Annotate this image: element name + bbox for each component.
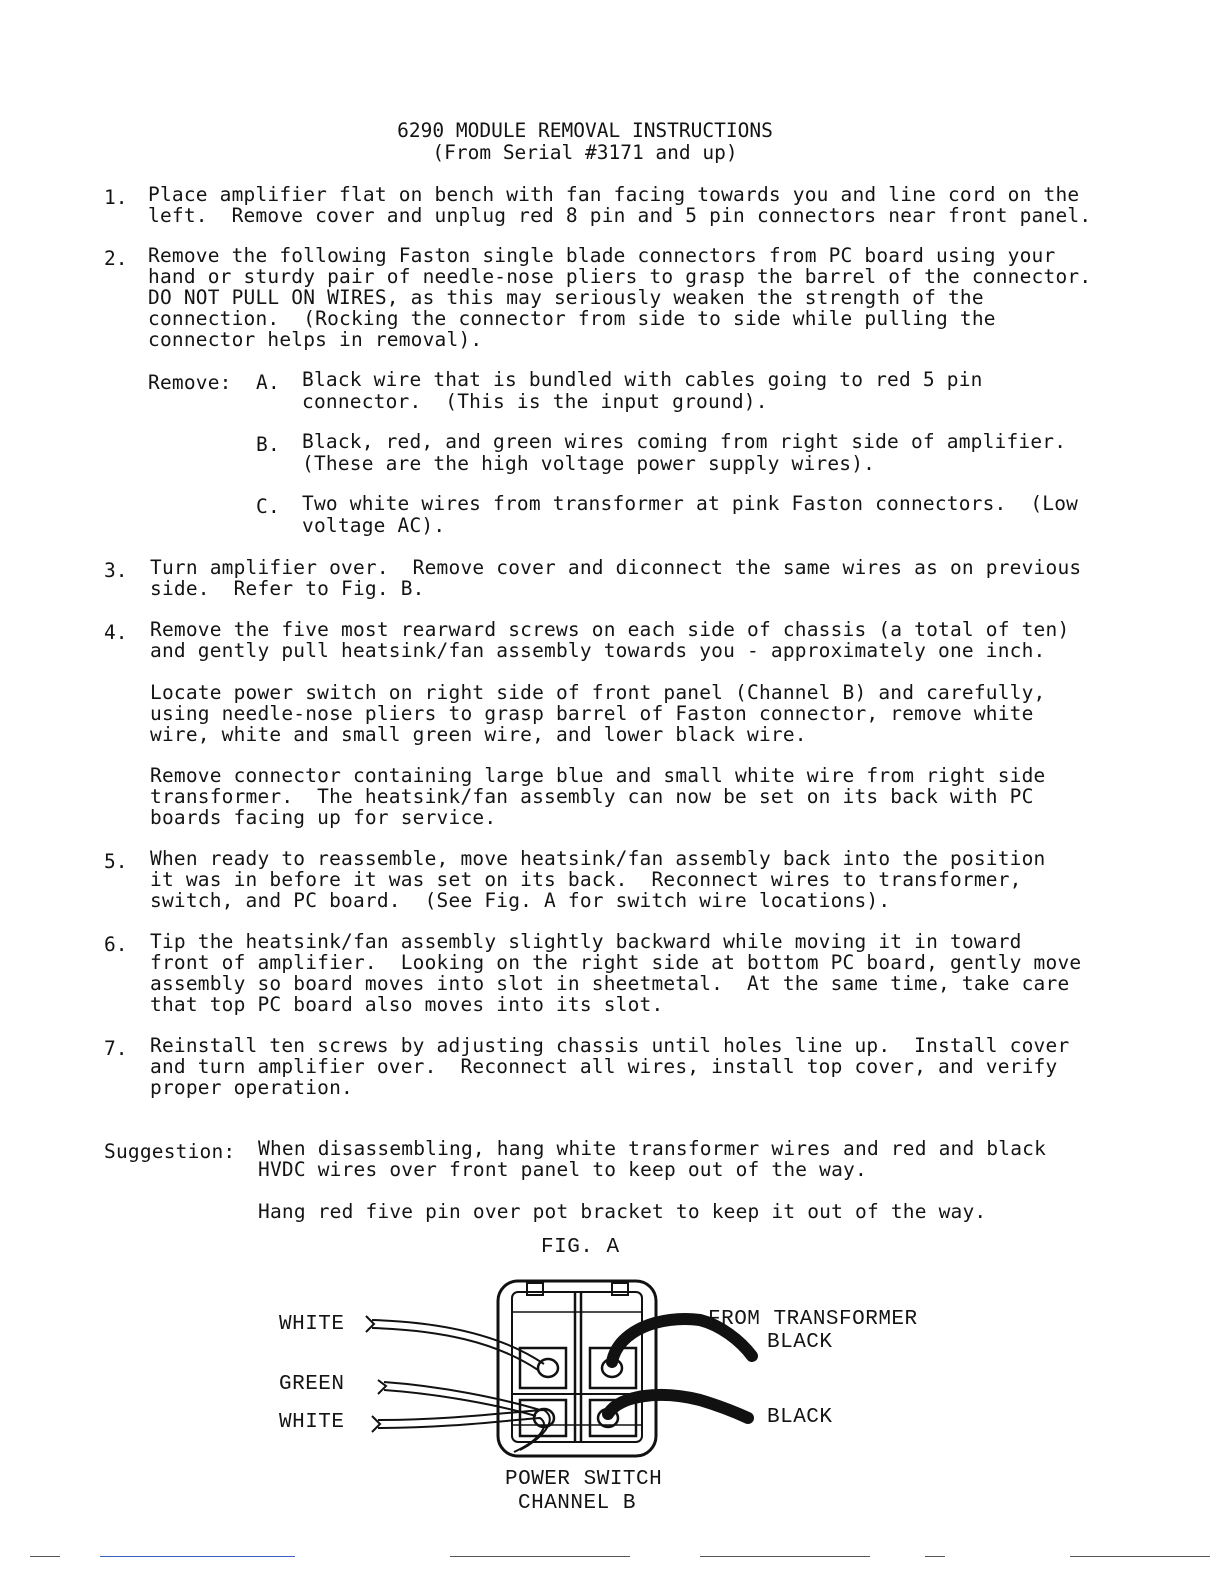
caption-channel: CHANNEL B — [518, 1492, 636, 1515]
step-2-line: Remove the following Faston single blade connectors from PC board using your — [148, 244, 1056, 267]
label-from-transformer: FROM TRANSFORMER — [708, 1308, 918, 1331]
step-6-line: assembly so board moves into slot in sheetmetal. At the same time, take care — [150, 972, 1070, 995]
step-number: 4. — [104, 621, 128, 644]
step-4-para-line: transformer. The heatsink/fan assembly can now be set on its back with PC — [150, 785, 1034, 808]
remove-label: Remove: — [148, 371, 232, 394]
white-wire-bottom — [378, 1410, 550, 1450]
step-5-line: switch, and PC board. (See Fig. A for switch wire locations). — [150, 889, 891, 912]
step-7-line: proper operation. — [150, 1076, 353, 1099]
step-number: 7. — [104, 1037, 128, 1060]
remove-item-line: Two white wires from transformer at pink Faston connectors. (Low — [302, 492, 1079, 515]
white-wire-top — [372, 1320, 544, 1364]
step-3-line: side. Refer to Fig. B. — [150, 577, 425, 600]
step-7-line: and turn amplifier over. Reconnect all wires, install top cover, and verify — [150, 1055, 1058, 1078]
step-4-para-line: Remove connector containing large blue and small white wire from right side — [150, 764, 1046, 787]
step-number: 5. — [104, 850, 128, 873]
scan-artifact-line — [450, 1556, 630, 1557]
step-4-line: and gently pull heatsink/fan assembly towards you - approximately one inch. — [150, 639, 1046, 662]
label-green: GREEN — [279, 1373, 345, 1396]
scan-artifact-line — [1070, 1556, 1210, 1557]
figure-title: FIG. A — [541, 1236, 620, 1259]
step-2-line: DO NOT PULL ON WIRES, as this may seriously weaken the strength of the — [148, 286, 984, 309]
step-5-line: it was in before it was set on its back. Reconnect wires to transformer, — [150, 868, 1022, 891]
page-subtitle: (From Serial #3171 and up) — [432, 141, 738, 164]
white-wire-top — [372, 1328, 538, 1370]
label-white-top: WHITE — [279, 1313, 345, 1336]
page-title: 6290 MODULE REMOVAL INSTRUCTIONS — [397, 119, 773, 142]
switch-housing — [498, 1281, 656, 1456]
label-black-top: BLACK — [767, 1331, 833, 1354]
wire-end — [372, 1416, 380, 1432]
step-4-para-line: Locate power switch on right side of front panel (Channel B) and carefully, — [150, 681, 1046, 704]
suggestion-line: When disassembling, hang white transformer wires and red and black — [258, 1137, 1047, 1160]
switch-tab — [527, 1283, 543, 1295]
step-6-line: front of amplifier. Looking on the right side at bottom PC board, gently move — [150, 951, 1082, 974]
scan-artifact-line — [925, 1556, 945, 1557]
label-black-bottom: BLACK — [767, 1406, 833, 1429]
remove-item-line: Black wire that is bundled with cables going to red 5 pin — [302, 368, 983, 391]
step-number: 3. — [104, 559, 128, 582]
step-1-line: Place amplifier flat on bench with fan facing towards you and line cord on the — [148, 183, 1080, 206]
step-1-line: left. Remove cover and unplug red 8 pin and 5 pin connectors near front panel. — [148, 204, 1092, 227]
step-2-line: connector helps in removal). — [148, 328, 483, 351]
remove-item-letter: A. — [256, 371, 280, 394]
suggestion-line: HVDC wires over front panel to keep out of the way. — [258, 1158, 867, 1181]
step-number: 1. — [104, 186, 128, 209]
remove-item-letter: C. — [256, 495, 280, 518]
step-6-line: Tip the heatsink/fan assembly slightly backward while moving it in toward — [150, 930, 1022, 953]
step-3-line: Turn amplifier over. Remove cover and diconnect the same wires as on previous — [150, 556, 1082, 579]
scan-artifact-line — [30, 1556, 60, 1557]
step-6-line: that top PC board also moves into its slot. — [150, 993, 664, 1016]
caption-power-switch: POWER SWITCH — [505, 1468, 663, 1491]
suggestion-line: Hang red five pin over pot bracket to keep it out of the way. — [258, 1200, 987, 1223]
green-wire — [384, 1382, 540, 1410]
step-number: 6. — [104, 933, 128, 956]
step-number: 2. — [104, 247, 128, 270]
scan-artifact-line — [100, 1556, 295, 1557]
remove-item-line: connector. (This is the input ground). — [302, 390, 768, 413]
step-2-line: hand or sturdy pair of needle-nose pliers to grasp the barrel of the connector. — [148, 265, 1092, 288]
switch-tab — [612, 1283, 628, 1295]
remove-item-line: (These are the high voltage power supply wires). — [302, 452, 876, 475]
step-4-line: Remove the five most rearward screws on each side of chassis (a total of ten) — [150, 618, 1070, 641]
suggestion-label: Suggestion: — [104, 1140, 236, 1163]
black-wire-bottom — [608, 1395, 748, 1418]
remove-item-line: Black, red, and green wires coming from right side of amplifier. — [302, 430, 1067, 453]
step-4-para-line: wire, white and small green wire, and lower black wire. — [150, 723, 807, 746]
step-4-para-line: using needle-nose pliers to grasp barrel of Faston connector, remove white — [150, 702, 1034, 725]
step-2-line: connection. (Rocking the connector from side to side while pulling the — [148, 307, 996, 330]
step-7-line: Reinstall ten screws by adjusting chassis until holes line up. Install cover — [150, 1034, 1070, 1057]
remove-item-line: voltage AC). — [302, 514, 446, 537]
wire-end — [366, 1316, 374, 1332]
label-white-bottom: WHITE — [279, 1411, 345, 1434]
step-5-line: When ready to reassemble, move heatsink/fan assembly back into the position — [150, 847, 1046, 870]
scan-artifact-line — [700, 1556, 870, 1557]
remove-item-letter: B. — [256, 433, 280, 456]
step-4-para-line: boards facing up for service. — [150, 806, 497, 829]
